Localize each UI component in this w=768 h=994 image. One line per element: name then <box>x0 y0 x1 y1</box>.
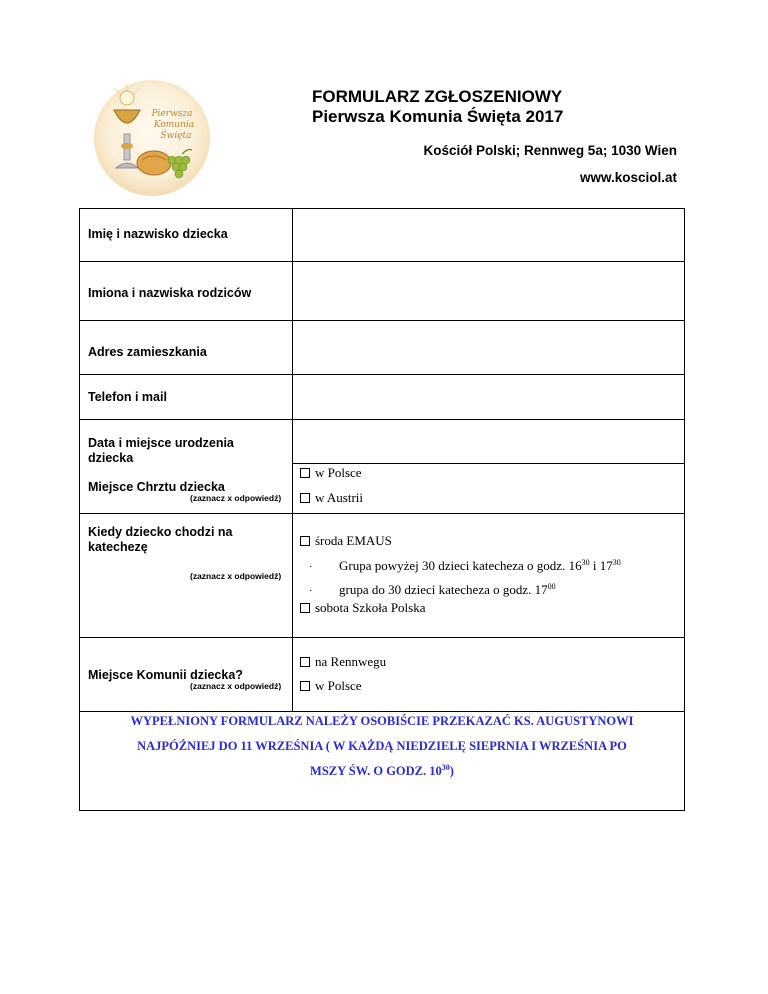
birth-label-line-1: Data i miejsce urodzenia <box>88 436 234 450</box>
baptism-label: Miejsce Chrztu dziecka <box>88 480 225 494</box>
catechesis-label-line-2: katechezę <box>88 540 148 554</box>
birth-label <box>88 436 234 466</box>
communion-hint: (zaznacz x odpowiedź) <box>190 681 282 691</box>
row-divider <box>292 463 684 464</box>
catechesis-label <box>88 525 232 555</box>
option-label: w Polsce <box>315 678 362 693</box>
baptism-hint: (zaznacz x odpowiedź) <box>190 493 282 503</box>
catechesis-sub-option-small-group: · grupa do 30 dzieci katecheza o godz. $17^{00}$ <box>309 582 556 597</box>
checkbox-icon[interactable] <box>300 468 310 478</box>
bullet-icon: · <box>309 562 313 573</box>
checkbox-icon[interactable] <box>300 536 310 546</box>
form-title: FORMULARZ ZGŁOSZENIOWY <box>312 87 563 106</box>
child-name-field[interactable] <box>293 210 685 261</box>
option-label: sobota Szkoła Polska <box>315 600 426 615</box>
row-divider <box>80 637 684 638</box>
birth-label-line-2: dziecka <box>88 451 134 465</box>
address-field[interactable] <box>293 321 685 374</box>
checkbox-icon[interactable] <box>300 657 310 667</box>
contact-label: Telefon i mail <box>88 390 167 404</box>
parents-field[interactable] <box>293 262 685 320</box>
website-link[interactable]: www.kosciol.at <box>579 170 677 185</box>
submission-notice <box>80 709 684 784</box>
catechesis-hint: (zaznacz x odpowiedź) <box>190 571 282 581</box>
catechesis-option-saturday[interactable] <box>300 600 426 615</box>
address-label: Adres zamieszkania <box>88 345 207 359</box>
form-subtitle: Pierwsza Komunia Święta 2017 <box>312 107 564 126</box>
catechesis-option-wednesday[interactable] <box>300 533 392 548</box>
registration-form-table <box>79 208 685 811</box>
notice-line-1: WYPEŁNIONY FORMULARZ NALEŻY OSOBIŚCIE PRZEKAZAĆ KS. AUGUSTYNOWI <box>130 714 634 728</box>
parents-label: Imiona i nazwiska rodziców <box>88 286 252 300</box>
communion-option-poland[interactable] <box>300 678 362 693</box>
catechesis-sub-option-large-group: · Grupa powyżej 30 dzieci katecheza o godz. $16^{30}$ i $17^{30}$ <box>309 558 621 573</box>
baptism-option-austria[interactable] <box>300 490 363 505</box>
notice-line-2: NAJPÓŹNIEJ DO 11 WRZEŚNIA ( W KAŻDĄ NIEDZIELĘ SIEPRNIA I WRZEŚNIA PO <box>137 739 627 753</box>
communion-option-rennweg[interactable] <box>300 654 386 669</box>
baptism-option-poland[interactable] <box>300 465 362 480</box>
header <box>312 87 563 127</box>
child-name-label: Imię i nazwisko dziecka <box>88 227 228 241</box>
logo-text-1: Pierwsza <box>151 109 193 119</box>
catechesis-label-line-1: Kiedy dziecko chodzi na <box>88 525 233 539</box>
first-communion-logo <box>92 78 212 198</box>
communion-label: Miejsce Komunii dziecka? <box>88 668 243 682</box>
option-label: na Rennwegu <box>315 654 387 669</box>
logo-text-2: Komunia <box>153 120 195 130</box>
birth-field[interactable] <box>293 420 685 463</box>
logo-text-3: Święta <box>160 131 192 141</box>
option-label: środa EMAUS <box>315 533 392 548</box>
row-divider <box>80 513 684 514</box>
option-label: w Austrii <box>315 490 364 505</box>
checkbox-icon[interactable] <box>300 493 310 503</box>
bullet-icon: · <box>309 586 313 597</box>
option-label: w Polsce <box>315 465 362 480</box>
checkbox-icon[interactable] <box>300 603 310 613</box>
checkbox-icon[interactable] <box>300 681 310 691</box>
church-address: Kościół Polski; Rennweg 5a; 1030 Wien <box>423 143 677 158</box>
contact-field[interactable] <box>293 375 685 419</box>
notice-line-3: MSZY ŚW. O GODZ. $10^{30}$) <box>310 763 454 778</box>
